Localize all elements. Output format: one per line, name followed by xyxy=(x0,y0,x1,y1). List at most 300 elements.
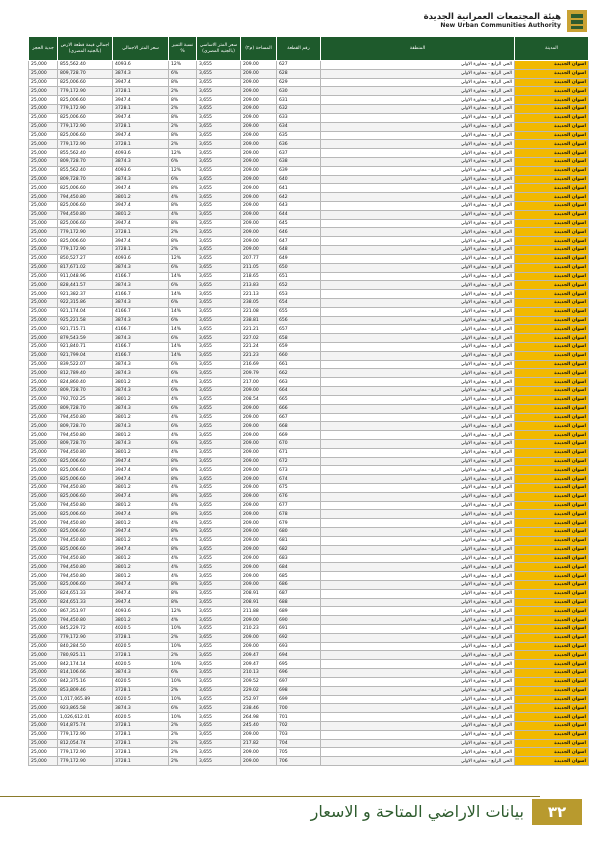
cell-area: 209.00 xyxy=(241,69,277,78)
cell-area: 209.00 xyxy=(241,387,277,396)
table-row xyxy=(29,316,589,325)
cell-total-meter-price: 3947.4 xyxy=(113,510,169,519)
table-row xyxy=(29,334,589,343)
table-row xyxy=(29,475,589,484)
cell-deposit: 25,000 xyxy=(29,87,58,96)
cell-deposit: 25,000 xyxy=(29,96,58,105)
cell-deposit: 25,000 xyxy=(29,501,58,510)
cell-area: 221.24 xyxy=(241,343,277,352)
cell-city: اسوان الجديدة xyxy=(515,61,589,70)
table-row xyxy=(29,140,589,149)
cell-total-meter-price: 3874.3 xyxy=(113,69,169,78)
cell-total-value: 812,789.40 xyxy=(58,369,113,378)
cell-city: اسوان الجديدة xyxy=(515,290,589,299)
cell-zone: الحي الرابع - مجاورة الاولي xyxy=(321,343,515,352)
cell-city: اسوان الجديدة xyxy=(515,757,589,766)
cell-zone: الحي الرابع - مجاورة الاولي xyxy=(321,96,515,105)
cell-deposit: 25,000 xyxy=(29,378,58,387)
cell-zone: الحي الرابع - مجاورة الاولي xyxy=(321,413,515,422)
cell-base-price: 3,655 xyxy=(197,448,241,457)
cell-total-value: 825,006.60 xyxy=(58,510,113,519)
table-row xyxy=(29,149,589,158)
cell-total-value: 855,562.40 xyxy=(58,61,113,70)
cell-premium: 8% xyxy=(169,545,197,554)
cell-base-price: 3,655 xyxy=(197,466,241,475)
cell-deposit: 25,000 xyxy=(29,677,58,686)
cell-zone: الحي الرابع - مجاورة الاولي xyxy=(321,140,515,149)
cell-total-value: 921,174.04 xyxy=(58,307,113,316)
cell-total-value: 779,172.90 xyxy=(58,757,113,766)
cell-area: 209.00 xyxy=(241,219,277,228)
table-row xyxy=(29,69,589,78)
cell-plot-number: 675 xyxy=(277,484,321,493)
table-row xyxy=(29,175,589,184)
cell-deposit: 25,000 xyxy=(29,545,58,554)
cell-city: اسوان الجديدة xyxy=(515,475,589,484)
cell-area: 209.00 xyxy=(241,757,277,766)
cell-area: 209.00 xyxy=(241,475,277,484)
cell-deposit: 25,000 xyxy=(29,704,58,713)
cell-deposit: 25,000 xyxy=(29,475,58,484)
table-row xyxy=(29,492,589,501)
cell-total-meter-price: 3874.3 xyxy=(113,360,169,369)
cell-city: اسوان الجديدة xyxy=(515,572,589,581)
cell-city: اسوان الجديدة xyxy=(515,131,589,140)
cell-total-meter-price: 4020.5 xyxy=(113,695,169,704)
cell-city: اسوان الجديدة xyxy=(515,210,589,219)
table-row xyxy=(29,660,589,669)
cell-total-value: 867,351.97 xyxy=(58,607,113,616)
cell-base-price: 3,655 xyxy=(197,721,241,730)
cell-total-meter-price: 3874.3 xyxy=(113,298,169,307)
cell-area: 210.23 xyxy=(241,625,277,634)
cell-area: 209.00 xyxy=(241,140,277,149)
cell-deposit: 25,000 xyxy=(29,739,58,748)
cell-city: اسوان الجديدة xyxy=(515,237,589,246)
cell-city: اسوان الجديدة xyxy=(515,695,589,704)
cell-base-price: 3,655 xyxy=(197,616,241,625)
cell-deposit: 25,000 xyxy=(29,695,58,704)
cell-base-price: 3,655 xyxy=(197,122,241,131)
cell-total-meter-price: 3947.4 xyxy=(113,492,169,501)
cell-base-price: 3,655 xyxy=(197,263,241,272)
cell-base-price: 3,655 xyxy=(197,61,241,70)
cell-premium: 2% xyxy=(169,228,197,237)
cell-total-value: 794,450.80 xyxy=(58,501,113,510)
cell-total-value: 794,450.80 xyxy=(58,193,113,202)
cell-total-meter-price: 4093.6 xyxy=(113,607,169,616)
table-row xyxy=(29,78,589,87)
cell-deposit: 25,000 xyxy=(29,219,58,228)
cell-city: اسوان الجديدة xyxy=(515,422,589,431)
cell-plot-number: 656 xyxy=(277,316,321,325)
cell-total-value: 879,543.59 xyxy=(58,334,113,343)
cell-city: اسوان الجديدة xyxy=(515,686,589,695)
cell-premium: 2% xyxy=(169,140,197,149)
cell-area: 209.00 xyxy=(241,149,277,158)
cell-deposit: 25,000 xyxy=(29,607,58,616)
cell-zone: الحي الرابع - مجاورة الاولي xyxy=(321,501,515,510)
cell-premium: 6% xyxy=(169,157,197,166)
cell-total-meter-price: 3728.1 xyxy=(113,730,169,739)
cell-plot-number: 636 xyxy=(277,140,321,149)
cell-premium: 4% xyxy=(169,413,197,422)
cell-area: 209.00 xyxy=(241,210,277,219)
table-row xyxy=(29,739,589,748)
cell-area: 252.97 xyxy=(241,695,277,704)
cell-premium: 10% xyxy=(169,660,197,669)
cell-plot-number: 700 xyxy=(277,704,321,713)
cell-premium: 12% xyxy=(169,254,197,263)
cell-total-meter-price: 3947.4 xyxy=(113,219,169,228)
cell-total-meter-price: 3801.2 xyxy=(113,193,169,202)
table-row xyxy=(29,307,589,316)
table-row xyxy=(29,131,589,140)
cell-premium: 6% xyxy=(169,404,197,413)
cell-premium: 2% xyxy=(169,748,197,757)
cell-base-price: 3,655 xyxy=(197,545,241,554)
cell-base-price: 3,655 xyxy=(197,536,241,545)
cell-premium: 8% xyxy=(169,78,197,87)
cell-city: اسوان الجديدة xyxy=(515,378,589,387)
cell-deposit: 25,000 xyxy=(29,572,58,581)
cell-zone: الحي الرابع - مجاورة الاولي xyxy=(321,607,515,616)
cell-zone: الحي الرابع - مجاورة الاولي xyxy=(321,369,515,378)
cell-deposit: 25,000 xyxy=(29,757,58,766)
cell-base-price: 3,655 xyxy=(197,404,241,413)
cell-city: اسوان الجديدة xyxy=(515,633,589,642)
cell-total-value: 779,172.90 xyxy=(58,228,113,237)
cell-deposit: 25,000 xyxy=(29,536,58,545)
cell-deposit: 25,000 xyxy=(29,730,58,739)
cell-deposit: 25,000 xyxy=(29,166,58,175)
cell-total-value: 825,006.60 xyxy=(58,237,113,246)
cell-total-meter-price: 3728.1 xyxy=(113,228,169,237)
cell-premium: 4% xyxy=(169,501,197,510)
cell-total-value: 825,006.60 xyxy=(58,219,113,228)
cell-total-value: 779,172.90 xyxy=(58,748,113,757)
table-row xyxy=(29,695,589,704)
cell-plot-number: 701 xyxy=(277,713,321,722)
cell-plot-number: 643 xyxy=(277,202,321,211)
cell-city: اسوان الجديدة xyxy=(515,501,589,510)
cell-city: اسوان الجديدة xyxy=(515,739,589,748)
cell-plot-number: 640 xyxy=(277,175,321,184)
cell-total-meter-price: 4020.5 xyxy=(113,642,169,651)
cell-deposit: 25,000 xyxy=(29,272,58,281)
cell-premium: 6% xyxy=(169,316,197,325)
cell-area: 229.02 xyxy=(241,686,277,695)
cell-base-price: 3,655 xyxy=(197,589,241,598)
cell-city: اسوان الجديدة xyxy=(515,122,589,131)
cell-area: 217.00 xyxy=(241,378,277,387)
cell-total-value: 794,450.80 xyxy=(58,448,113,457)
cell-deposit: 25,000 xyxy=(29,563,58,572)
table-row xyxy=(29,730,589,739)
cell-total-value: 779,172.90 xyxy=(58,87,113,96)
cell-zone: الحي الرابع - مجاورة الاولي xyxy=(321,272,515,281)
cell-premium: 4% xyxy=(169,395,197,404)
table-row xyxy=(29,554,589,563)
cell-plot-number: 644 xyxy=(277,210,321,219)
cell-base-price: 3,655 xyxy=(197,475,241,484)
cell-total-value: 825,006.60 xyxy=(58,184,113,193)
cell-deposit: 25,000 xyxy=(29,157,58,166)
cell-plot-number: 631 xyxy=(277,96,321,105)
cell-total-meter-price: 4093.6 xyxy=(113,166,169,175)
cell-base-price: 3,655 xyxy=(197,484,241,493)
cell-base-price: 3,655 xyxy=(197,69,241,78)
cell-total-meter-price: 3947.4 xyxy=(113,113,169,122)
table-row xyxy=(29,439,589,448)
cell-plot-number: 661 xyxy=(277,360,321,369)
cell-plot-number: 641 xyxy=(277,184,321,193)
cell-total-value: 825,006.60 xyxy=(58,202,113,211)
cell-plot-number: 693 xyxy=(277,642,321,651)
cell-city: اسوان الجديدة xyxy=(515,316,589,325)
cell-zone: الحي الرابع - مجاورة الاولي xyxy=(321,263,515,272)
cell-deposit: 25,000 xyxy=(29,202,58,211)
cell-plot-number: 632 xyxy=(277,105,321,114)
cell-deposit: 25,000 xyxy=(29,721,58,730)
cell-area: 209.00 xyxy=(241,554,277,563)
cell-total-meter-price: 3801.2 xyxy=(113,448,169,457)
cell-area: 209.00 xyxy=(241,404,277,413)
table-row xyxy=(29,721,589,730)
cell-total-meter-price: 3728.1 xyxy=(113,633,169,642)
cell-total-value: 824,860.40 xyxy=(58,378,113,387)
cell-total-meter-price: 4020.5 xyxy=(113,625,169,634)
cell-base-price: 3,655 xyxy=(197,78,241,87)
table-row xyxy=(29,343,589,352)
cell-base-price: 3,655 xyxy=(197,395,241,404)
cell-total-meter-price: 3801.2 xyxy=(113,395,169,404)
cell-total-value: 794,450.80 xyxy=(58,572,113,581)
cell-zone: الحي الرابع - مجاورة الاولي xyxy=(321,431,515,440)
cell-total-meter-price: 3728.1 xyxy=(113,748,169,757)
table-row xyxy=(29,510,589,519)
cell-plot-number: 680 xyxy=(277,528,321,537)
table-row xyxy=(29,113,589,122)
cell-zone: الحي الرابع - مجاورة الاولي xyxy=(321,677,515,686)
table-row xyxy=(29,704,589,713)
cell-total-meter-price: 3874.3 xyxy=(113,404,169,413)
cell-deposit: 25,000 xyxy=(29,307,58,316)
table-row xyxy=(29,580,589,589)
cell-premium: 6% xyxy=(169,669,197,678)
cell-premium: 2% xyxy=(169,105,197,114)
cell-deposit: 25,000 xyxy=(29,484,58,493)
cell-total-value: 779,172.90 xyxy=(58,140,113,149)
cell-plot-number: 660 xyxy=(277,351,321,360)
cell-total-value: 809,728.70 xyxy=(58,175,113,184)
cell-total-meter-price: 4093.6 xyxy=(113,149,169,158)
cell-total-meter-price: 3947.4 xyxy=(113,528,169,537)
cell-total-meter-price: 3947.4 xyxy=(113,131,169,140)
col-header-area: المساحة (م٢) xyxy=(241,37,277,61)
cell-total-value: 779,172.90 xyxy=(58,246,113,255)
cell-total-meter-price: 4166.7 xyxy=(113,307,169,316)
table-row xyxy=(29,202,589,211)
cell-total-meter-price: 3947.4 xyxy=(113,96,169,105)
cell-zone: الحي الرابع - مجاورة الاولي xyxy=(321,193,515,202)
cell-total-value: 794,450.80 xyxy=(58,554,113,563)
cell-zone: الحي الرابع - مجاورة الاولي xyxy=(321,360,515,369)
cell-base-price: 3,655 xyxy=(197,149,241,158)
cell-plot-number: 694 xyxy=(277,651,321,660)
cell-premium: 6% xyxy=(169,334,197,343)
cell-total-value: 809,728.70 xyxy=(58,439,113,448)
cell-city: اسوان الجديدة xyxy=(515,669,589,678)
cell-total-value: 825,006.60 xyxy=(58,96,113,105)
cell-premium: 10% xyxy=(169,677,197,686)
cell-zone: الحي الرابع - مجاورة الاولي xyxy=(321,281,515,290)
table-row xyxy=(29,61,589,70)
cell-total-meter-price: 3874.3 xyxy=(113,334,169,343)
col-header-premium: نسبة التميز % xyxy=(169,37,197,61)
cell-deposit: 25,000 xyxy=(29,439,58,448)
table-row xyxy=(29,105,589,114)
col-header-deposit: جدية الحجز xyxy=(29,37,58,61)
cell-city: اسوان الجديدة xyxy=(515,272,589,281)
cell-total-value: 794,450.80 xyxy=(58,210,113,219)
cell-city: اسوان الجديدة xyxy=(515,721,589,730)
cell-city: اسوان الجديدة xyxy=(515,431,589,440)
cell-deposit: 25,000 xyxy=(29,175,58,184)
cell-plot-number: 698 xyxy=(277,686,321,695)
cell-total-meter-price: 3947.4 xyxy=(113,598,169,607)
table-row xyxy=(29,219,589,228)
cell-plot-number: 674 xyxy=(277,475,321,484)
cell-city: اسوان الجديدة xyxy=(515,246,589,255)
cell-base-price: 3,655 xyxy=(197,677,241,686)
cell-total-meter-price: 3728.1 xyxy=(113,757,169,766)
cell-zone: الحي الرابع - مجاورة الاولي xyxy=(321,237,515,246)
cell-plot-number: 642 xyxy=(277,193,321,202)
cell-base-price: 3,655 xyxy=(197,184,241,193)
table-row xyxy=(29,677,589,686)
cell-deposit: 25,000 xyxy=(29,149,58,158)
cell-premium: 2% xyxy=(169,739,197,748)
cell-area: 209.00 xyxy=(241,528,277,537)
cell-plot-number: 695 xyxy=(277,660,321,669)
cell-total-value: 845,229.72 xyxy=(58,625,113,634)
cell-plot-number: 668 xyxy=(277,422,321,431)
cell-plot-number: 630 xyxy=(277,87,321,96)
cell-plot-number: 671 xyxy=(277,448,321,457)
cell-total-meter-price: 3801.2 xyxy=(113,519,169,528)
cell-total-value: 794,450.80 xyxy=(58,563,113,572)
cell-deposit: 25,000 xyxy=(29,686,58,695)
cell-zone: الحي الرابع - مجاورة الاولي xyxy=(321,334,515,343)
cell-premium: 8% xyxy=(169,113,197,122)
cell-plot-number: 703 xyxy=(277,730,321,739)
table-row xyxy=(29,651,589,660)
cell-zone: الحي الرابع - مجاورة الاولي xyxy=(321,422,515,431)
cell-premium: 2% xyxy=(169,721,197,730)
cell-city: اسوان الجديدة xyxy=(515,466,589,475)
cell-deposit: 25,000 xyxy=(29,633,58,642)
cell-area: 209.00 xyxy=(241,413,277,422)
cell-zone: الحي الرابع - مجاورة الاولي xyxy=(321,457,515,466)
cell-city: اسوان الجديدة xyxy=(515,704,589,713)
table-row xyxy=(29,87,589,96)
cell-plot-number: 683 xyxy=(277,554,321,563)
table-row xyxy=(29,448,589,457)
table-row xyxy=(29,757,589,766)
cell-premium: 6% xyxy=(169,175,197,184)
cell-plot-number: 688 xyxy=(277,598,321,607)
cell-total-value: 914,875.74 xyxy=(58,721,113,730)
cell-zone: الحي الرابع - مجاورة الاولي xyxy=(321,616,515,625)
cell-plot-number: 667 xyxy=(277,413,321,422)
cell-area: 209.00 xyxy=(241,563,277,572)
table-row xyxy=(29,351,589,360)
cell-total-value: 825,006.60 xyxy=(58,528,113,537)
cell-area: 209.00 xyxy=(241,96,277,105)
cell-base-price: 3,655 xyxy=(197,686,241,695)
cell-total-value: 794,450.80 xyxy=(58,616,113,625)
cell-premium: 2% xyxy=(169,757,197,766)
cell-base-price: 3,655 xyxy=(197,131,241,140)
cell-total-value: 809,728.70 xyxy=(58,404,113,413)
cell-premium: 2% xyxy=(169,87,197,96)
cell-city: اسوان الجديدة xyxy=(515,457,589,466)
cell-city: اسوان الجديدة xyxy=(515,149,589,158)
cell-total-meter-price: 3728.1 xyxy=(113,651,169,660)
page-footer xyxy=(0,796,596,841)
cell-deposit: 25,000 xyxy=(29,254,58,263)
cell-plot-number: 650 xyxy=(277,263,321,272)
cell-base-price: 3,655 xyxy=(197,730,241,739)
cell-plot-number: 633 xyxy=(277,113,321,122)
cell-city: اسوان الجديدة xyxy=(515,325,589,334)
cell-zone: الحي الرابع - مجاورة الاولي xyxy=(321,519,515,528)
cell-area: 209.00 xyxy=(241,510,277,519)
cell-area: 209.00 xyxy=(241,730,277,739)
cell-plot-number: 635 xyxy=(277,131,321,140)
cell-plot-number: 702 xyxy=(277,721,321,730)
cell-deposit: 25,000 xyxy=(29,113,58,122)
cell-premium: 4% xyxy=(169,554,197,563)
cell-base-price: 3,655 xyxy=(197,563,241,572)
cell-area: 209.00 xyxy=(241,616,277,625)
col-header-zone: المنطقة xyxy=(321,37,515,61)
table-row xyxy=(29,254,589,263)
table-row xyxy=(29,466,589,475)
cell-deposit: 25,000 xyxy=(29,431,58,440)
cell-base-price: 3,655 xyxy=(197,669,241,678)
table-row xyxy=(29,633,589,642)
cell-total-meter-price: 4166.7 xyxy=(113,343,169,352)
cell-total-value: 825,006.60 xyxy=(58,545,113,554)
cell-city: اسوان الجديدة xyxy=(515,351,589,360)
cell-plot-number: 655 xyxy=(277,307,321,316)
cell-base-price: 3,655 xyxy=(197,325,241,334)
cell-area: 209.00 xyxy=(241,246,277,255)
cell-plot-number: 651 xyxy=(277,272,321,281)
cell-deposit: 25,000 xyxy=(29,404,58,413)
cell-deposit: 25,000 xyxy=(29,105,58,114)
table-row xyxy=(29,625,589,634)
cell-area: 209.00 xyxy=(241,545,277,554)
cell-plot-number: 652 xyxy=(277,281,321,290)
cell-total-meter-price: 3874.3 xyxy=(113,157,169,166)
cell-base-price: 3,655 xyxy=(197,625,241,634)
cell-plot-number: 692 xyxy=(277,633,321,642)
cell-area: 209.00 xyxy=(241,122,277,131)
cell-city: اسوان الجديدة xyxy=(515,184,589,193)
